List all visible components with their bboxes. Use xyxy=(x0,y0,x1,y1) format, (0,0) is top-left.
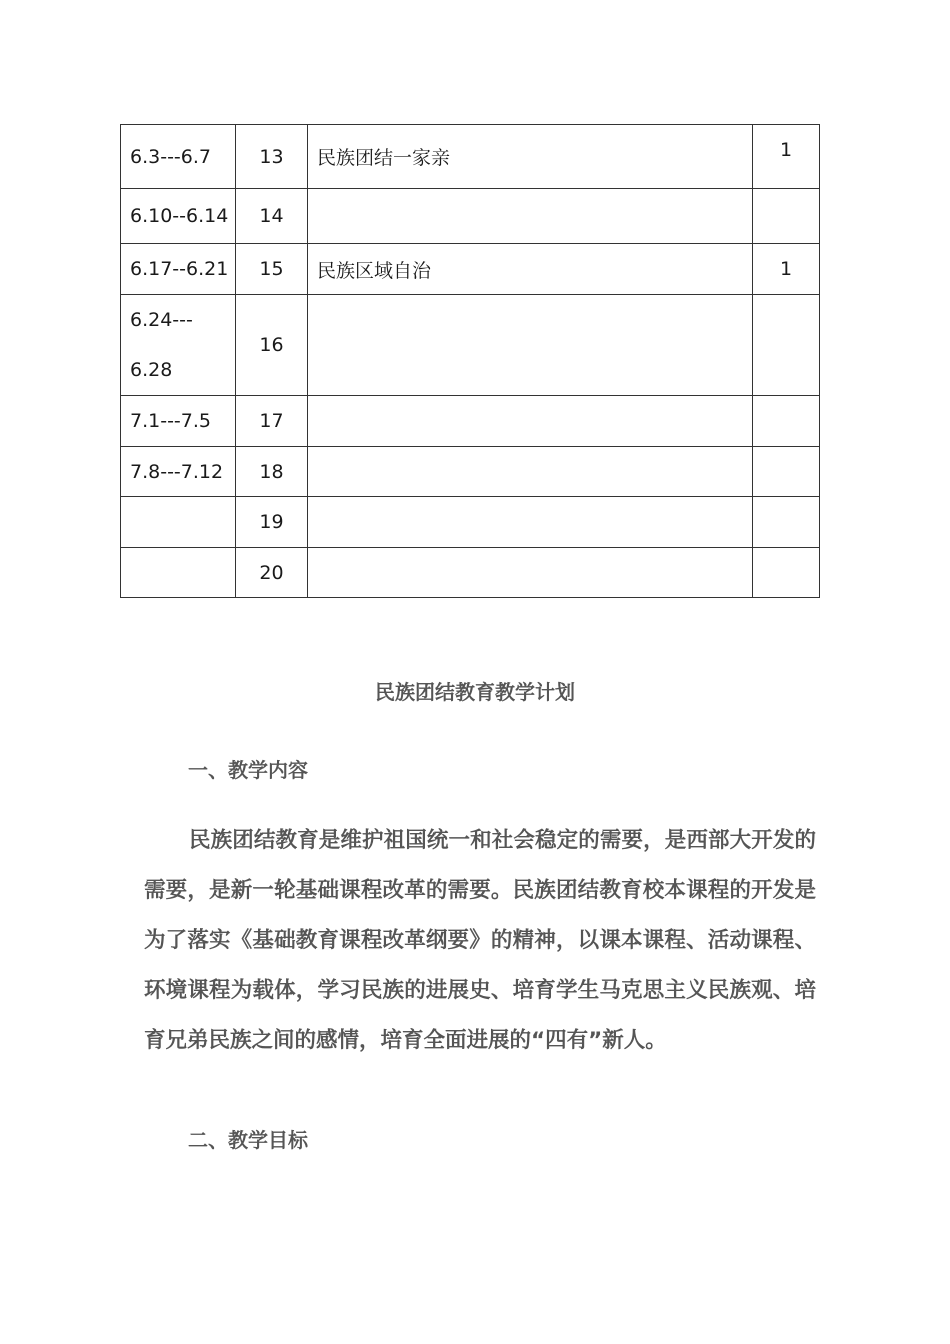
week-cell: 20 xyxy=(236,548,308,598)
table-row xyxy=(121,548,820,598)
topic-cell xyxy=(308,189,753,244)
hours-cell xyxy=(753,295,820,396)
week-cell: 17 xyxy=(236,396,308,447)
table-row xyxy=(121,396,820,447)
table-row xyxy=(121,244,820,295)
date-cell xyxy=(121,548,236,598)
hours-cell xyxy=(753,396,820,447)
topic-cell: 民族团结一家亲 xyxy=(308,125,753,189)
date-cell: 6.17--6.21 xyxy=(121,244,236,295)
table-row xyxy=(121,497,820,548)
date-line-2: 6.28 xyxy=(130,359,173,381)
date-cell: 7.1---7.5 xyxy=(121,396,236,447)
date-cell xyxy=(121,497,236,548)
section-heading-goals: 二、教学目标 xyxy=(188,1128,308,1152)
hours-cell xyxy=(753,189,820,244)
week-cell: 16 xyxy=(236,295,308,396)
week-cell: 13 xyxy=(236,125,308,189)
date-cell: 7.8---7.12 xyxy=(121,447,236,497)
schedule-table xyxy=(120,124,820,598)
topic-cell xyxy=(308,447,753,497)
table-row xyxy=(121,295,820,396)
week-cell: 18 xyxy=(236,447,308,497)
hours-cell: 1 xyxy=(753,125,820,189)
table-row xyxy=(121,189,820,244)
hours-cell xyxy=(753,447,820,497)
hours-cell xyxy=(753,497,820,548)
date-line-1: 6.24--- xyxy=(130,309,193,331)
topic-cell xyxy=(308,497,753,548)
week-cell: 15 xyxy=(236,244,308,295)
date-cell xyxy=(121,295,236,396)
section-body-content: 民族团结教育是维护祖国统一和社会稳定的需要，是西部大开发的需要，是新一轮基础课程改革的需要。民族团结教育校本课程的开发是为了落实《基础教育课程改革纲要》的精神，以课本课程、活动课程、环境课程为载体，学习民族的进展史、培育学生马克思主义民族观、培育兄弟民族之间的感情，培育全面进展的“四有”新人。 xyxy=(144,828,816,1053)
topic-cell: 民族区域自治 xyxy=(308,244,753,295)
week-cell: 14 xyxy=(236,189,308,244)
date-cell: 6.10--6.14 xyxy=(121,189,236,244)
document-title: 民族团结教育教学计划 xyxy=(375,680,575,704)
topic-cell xyxy=(308,548,753,598)
hours-cell: 1 xyxy=(753,244,820,295)
table-row xyxy=(121,125,820,189)
date-cell: 6.3---6.7 xyxy=(121,125,236,189)
topic-cell xyxy=(308,396,753,447)
week-cell: 19 xyxy=(236,497,308,548)
section-heading-content: 一、教学内容 xyxy=(188,758,308,782)
hours-cell xyxy=(753,548,820,598)
topic-cell xyxy=(308,295,753,396)
table-row xyxy=(121,447,820,497)
